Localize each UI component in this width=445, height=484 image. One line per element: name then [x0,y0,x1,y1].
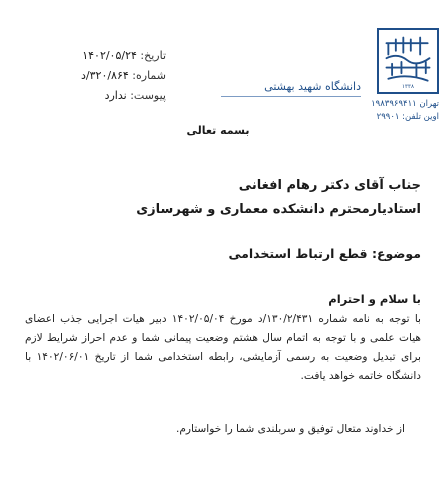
logo-year: ۱۳۳۸ [401,84,415,91]
attachment-label: پیوست: [130,89,166,102]
closing-line: از خداوند متعال توفیق و سربلندی شما را خواستارم. [175,423,405,435]
date-row [56,48,166,64]
attachment-row [56,88,166,104]
number-row [56,68,166,84]
salutation: با سلام و احترام [328,292,421,306]
date-label: تاریخ: [140,49,166,62]
address-line-1: تهران ۱۹۸۳۹۶۹۴۱۱ [371,99,439,109]
subject-line: موضوع: قطع ارتباط استخدامی [228,246,421,261]
university-logo [377,28,439,94]
header-divider [221,96,361,97]
letter-body: با توجه به نامه شماره ۱۳۰/۲/۴۳۱/د مورخ ۱۴۰۲/۰۵/۰۴ دبیر هیات اجرایی جذب اعضای هیات علمی و با توجه به اتمام سال هشتم وضعیت پیمانی شما و عدم احراز شرایط لازم برای تبدیل وضعیت به رسمی آزمایشی، رابطه استخدامی شما از تاریخ ۱۴۰۲/۰۶/۰۱ با دانشگاه خاتمه خواهد یافت. [25,313,421,382]
bismillah-heading: بسمه تعالی [186,124,250,137]
date-value: ۱۴۰۲/۰۵/۲۴ [82,49,137,62]
addressee-title: استادیارمحترم دانشکده معماری و شهرسازی [136,202,421,217]
address-line-2: اوین تلفن: ۲۹۹۰۱ [376,112,439,122]
number-value: ۳۲۰/۸۶۴/د [81,69,129,82]
attachment-value: ندارد [104,89,127,102]
number-label: شماره: [132,69,166,82]
addressee-name: جناب آقای دکتر رهام افغانی [238,178,421,193]
logo-calligraphy-icon [379,30,437,92]
university-name: دانشگاه شهید بهشتی [264,80,361,93]
